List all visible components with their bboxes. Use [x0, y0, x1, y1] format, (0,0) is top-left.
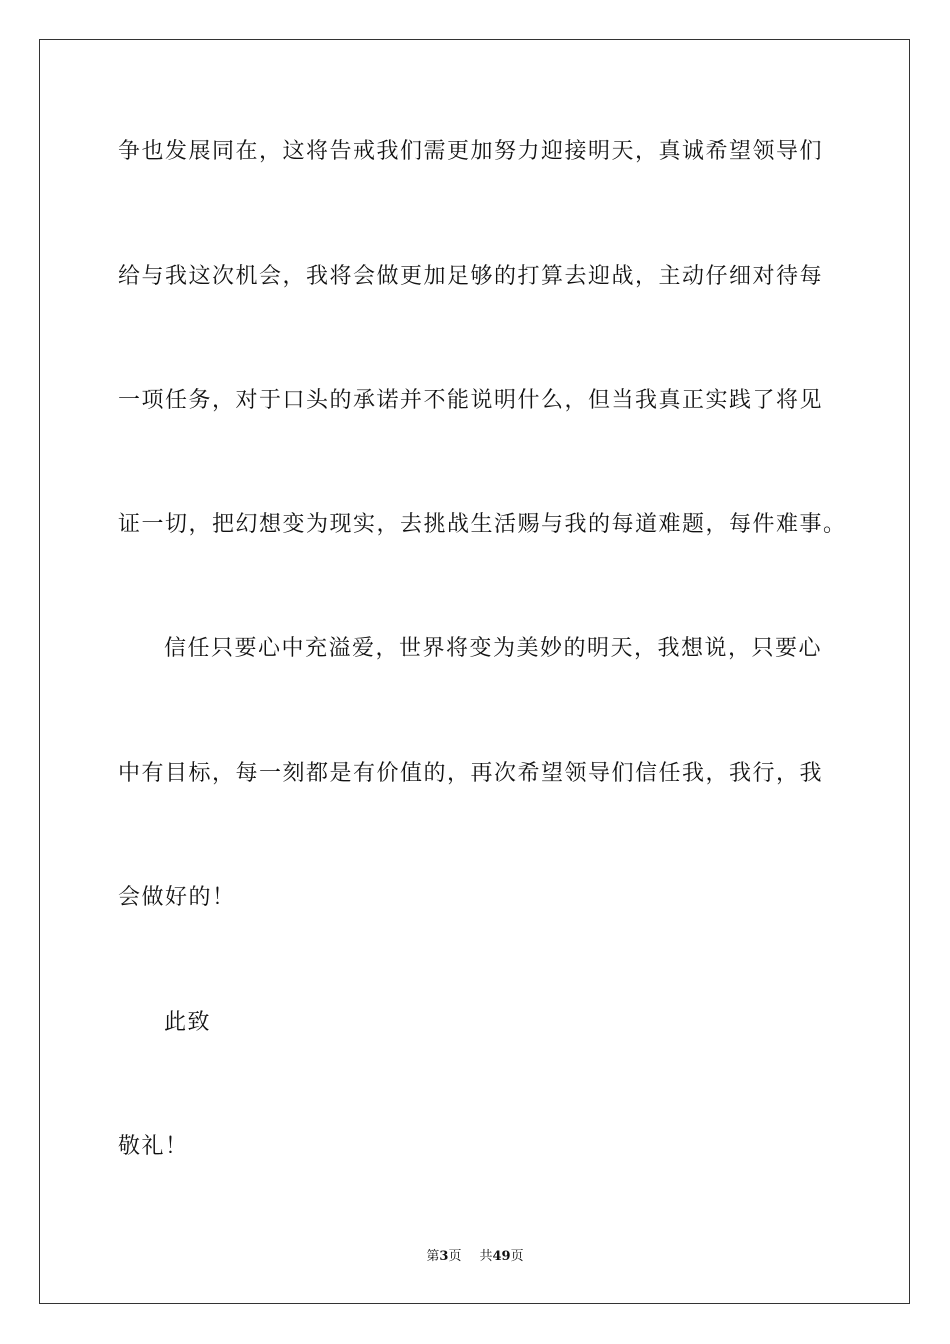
body-text-line: 一项任务，对于口头的承诺并不能说明什么，但当我真正实践了将见	[118, 388, 824, 413]
closing-salutation: 此致	[164, 1010, 212, 1035]
total-pages: 49	[492, 1249, 511, 1264]
closing-regards: 敬礼！	[118, 1134, 189, 1159]
total-suffix: 页	[510, 1249, 524, 1264]
body-text-line: 争也发展同在，这将告戒我们需更加努力迎接明天，真诚希望领导们	[118, 139, 824, 164]
total-prefix: 共	[479, 1249, 493, 1264]
body-text-line: 给与我这次机会，我将会做更加足够的打算去迎战，主动仔细对待每	[118, 264, 824, 289]
page-border	[39, 39, 910, 1304]
body-text-line: 中有目标，每一刻都是有价值的，再次希望领导们信任我，我行，我	[118, 761, 824, 786]
page-prefix: 第	[426, 1249, 440, 1264]
page-footer	[0, 1248, 950, 1266]
paragraph-first-line: 信任只要心中充溢爱，世界将变为美妙的明天，我想说，只要心	[164, 636, 823, 661]
body-text-line: 证一切，把幻想变为现实，去挑战生活赐与我的每道难题，每件难事。	[118, 512, 847, 537]
page-suffix: 页	[448, 1249, 462, 1264]
body-text-line: 会做好的！	[118, 885, 236, 910]
page-number: 3	[439, 1249, 449, 1264]
